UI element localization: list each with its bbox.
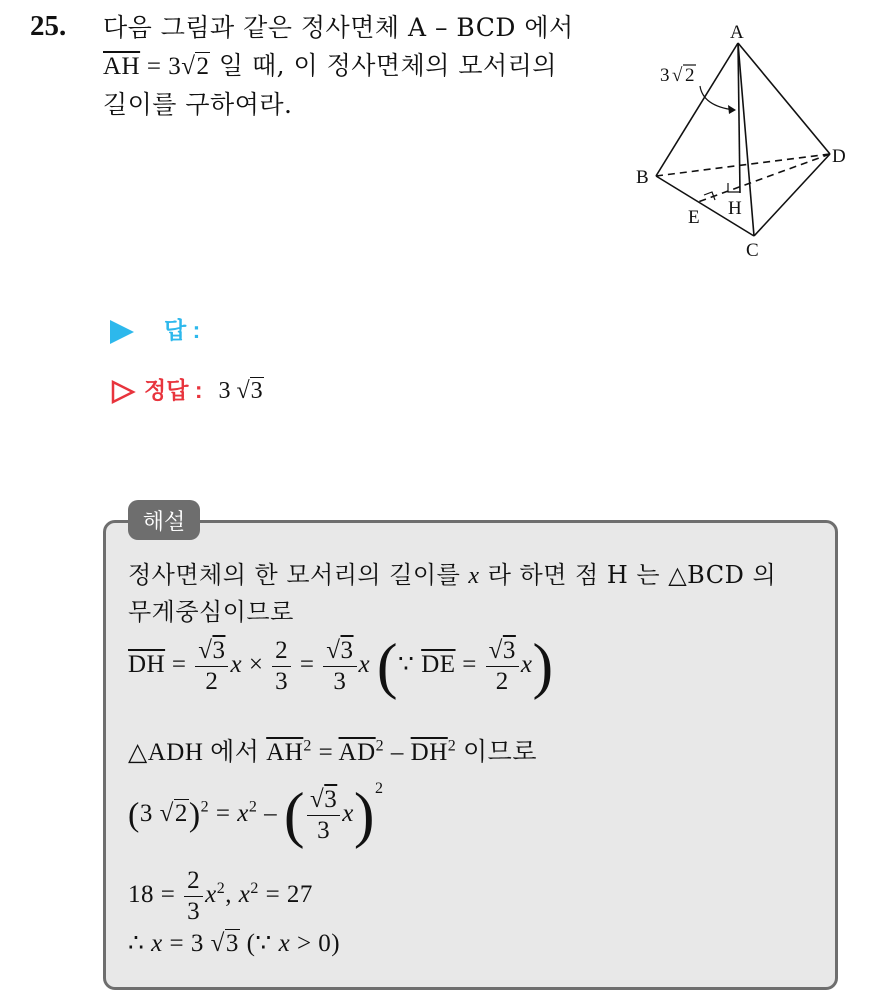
edge-cd xyxy=(754,154,830,236)
label-ah-coef: 3 xyxy=(660,65,670,86)
question-line-2-suffix: 일 때, 이 정사면체의 모서리의 xyxy=(210,51,557,80)
edge-bd-dashed xyxy=(656,154,830,176)
label-d: D xyxy=(832,146,846,167)
equation-dh: $\overline{DH}$ = $\frac{√3}{2}$ x × $\frac{2}{3}$ = $\frac{√3}{3}$ x (∵ $\overline{DE}$ = $\frac{√3}{2}$ x) xyxy=(128,632,554,701)
label-e: E xyxy=(688,207,700,228)
label-a: A xyxy=(730,22,744,43)
explanation-badge: 해설 xyxy=(128,500,200,540)
label-ah-radicand: 2 xyxy=(685,65,695,86)
question-line-2 xyxy=(103,47,613,86)
explanation-line-1: 정사면체의 한 모서리의 길이를 x 라 하면 점 H 는 △BCD 의 xyxy=(128,561,777,589)
sqrt-2: √2 xyxy=(181,53,210,80)
answer-row xyxy=(110,312,200,345)
answer-label: 답 : xyxy=(164,317,201,343)
segment-de-dashed xyxy=(698,154,830,202)
edge-ab xyxy=(656,43,738,176)
question-number: 25. xyxy=(30,10,67,42)
question-line-3: 길이를 구하여라. xyxy=(103,90,293,119)
equation-therefore: ∴ x = 3 √3 (∵ x > 0) xyxy=(128,930,341,957)
solution-row xyxy=(110,372,264,405)
equation-18: 18 = $\frac{2}{3}$ $x^2$, $x^2 = 27$ xyxy=(128,867,313,925)
equation-squared: (3 $√2)^2 = x^2$ – ( $\frac{√3}{3}$ x)$^2$ xyxy=(128,780,384,850)
solution-label: 정답 : xyxy=(144,377,203,403)
label-b: B xyxy=(636,167,649,188)
solution-value: 3 √3 xyxy=(218,378,263,404)
ah-equals: = 3 xyxy=(140,53,182,80)
question-text xyxy=(103,9,613,124)
play-outline-icon xyxy=(110,379,136,405)
equation-adh: △ADH 에서 $\overline{AH}^2 = \overline{AD}^2 - \overline{DH}^2$ 이므로 xyxy=(128,737,537,766)
label-h: H xyxy=(728,198,742,219)
question-line-1: 다음 그림과 같은 정사면체 A – BCD 에서 xyxy=(103,13,574,42)
label-c: C xyxy=(746,240,759,261)
edge-ad xyxy=(738,43,830,154)
label-ah-radical: √ xyxy=(672,65,683,86)
explanation-line-2: 무게중심이므로 xyxy=(128,598,294,626)
tetrahedron-figure xyxy=(628,18,858,268)
segment-ah: $\overline{AH}$ xyxy=(103,53,141,80)
play-icon xyxy=(110,320,134,344)
